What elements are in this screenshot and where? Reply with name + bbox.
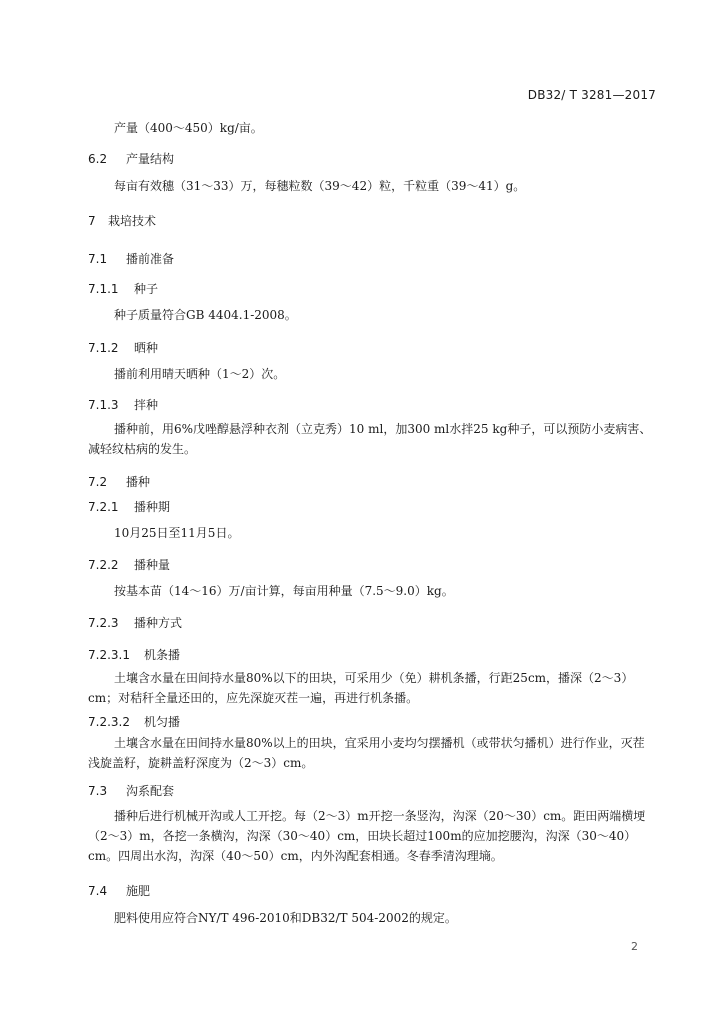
section-heading-7-2-1: 7.2.1 播种期 bbox=[88, 500, 171, 514]
body-paragraph: 每亩有效穗（31～33）万，每穗粒数（39～42）粒，千粒重（39～41）g。 bbox=[114, 179, 526, 193]
body-paragraph: 播种后进行机械开沟或人工开挖。每（2～3）m开挖一条竖沟，沟深（20～30）cm。距田两端横埂（2～3）m，各挖一条横沟，沟深（30～40）cm，田块长超过100m的应加挖腰沟，沟深（30～40）cm。四周出水沟，沟深（40～50）cm，内外沟配套相通。冬春季清沟理墒。 bbox=[88, 809, 646, 863]
body-paragraph: 土壤含水量在田间持水量80%以上的田块，宜采用小麦均匀摆播机（或带状匀播机）进行作业，灭茬浅旋盖籽，旋耕盖籽深度为（2～3）cm。 bbox=[88, 736, 645, 770]
body-paragraph: 10月25日至11月5日。 bbox=[114, 526, 240, 540]
body-paragraph: 种子质量符合GB 4404.1-2008。 bbox=[114, 308, 297, 322]
section-heading-7-2-2: 7.2.2 播种量 bbox=[88, 558, 171, 572]
body-paragraph: 产量（400～450）kg/亩。 bbox=[114, 121, 263, 135]
section-heading-7: 7 栽培技术 bbox=[88, 214, 157, 228]
body-paragraph: 肥料使用应符合NY/T 496-2010和DB32/T 504-2002的规定。 bbox=[114, 911, 457, 925]
section-heading-7-1-1: 7.1.1 种子 bbox=[88, 282, 159, 296]
section-heading-7-2-3-1: 7.2.3.1 机条播 bbox=[88, 648, 181, 662]
document-code: DB32/ T 3281—2017 bbox=[527, 88, 656, 102]
section-heading-7-1-3: 7.1.3 拌种 bbox=[88, 398, 159, 412]
section-heading-7-1: 7.1 播前准备 bbox=[88, 252, 175, 266]
section-heading-7-4: 7.4 施肥 bbox=[88, 884, 151, 898]
body-paragraph: 播前利用晴天晒种（1～2）次。 bbox=[114, 367, 286, 381]
section-heading-7-2: 7.2 播种 bbox=[88, 475, 151, 489]
body-paragraph: 土壤含水量在田间持水量80%以下的田块，可采用少（免）耕机条播，行距25cm，播深（2～3）cm；对秸秆全量还田的，应先深旋灭茬一遍，再进行机条播。 bbox=[88, 671, 634, 705]
section-heading-6-2: 6.2 产量结构 bbox=[88, 152, 175, 166]
body-paragraph: 按基本苗（14～16）万/亩计算，每亩用种量（7.5～9.0）kg。 bbox=[114, 584, 454, 598]
section-heading-7-2-3: 7.2.3 播种方式 bbox=[88, 616, 183, 630]
page-number: 2 bbox=[631, 940, 638, 953]
section-heading-7-2-3-2: 7.2.3.2 机匀播 bbox=[88, 715, 181, 729]
section-heading-7-1-2: 7.1.2 晒种 bbox=[88, 341, 159, 355]
body-paragraph: 播种前，用6%戊唑醇悬浮种衣剂（立克秀）10 ml，加300 ml水拌25 kg种子，可以预防小麦病害、减轻纹枯病的发生。 bbox=[88, 422, 652, 456]
section-heading-7-3: 7.3 沟系配套 bbox=[88, 784, 175, 798]
